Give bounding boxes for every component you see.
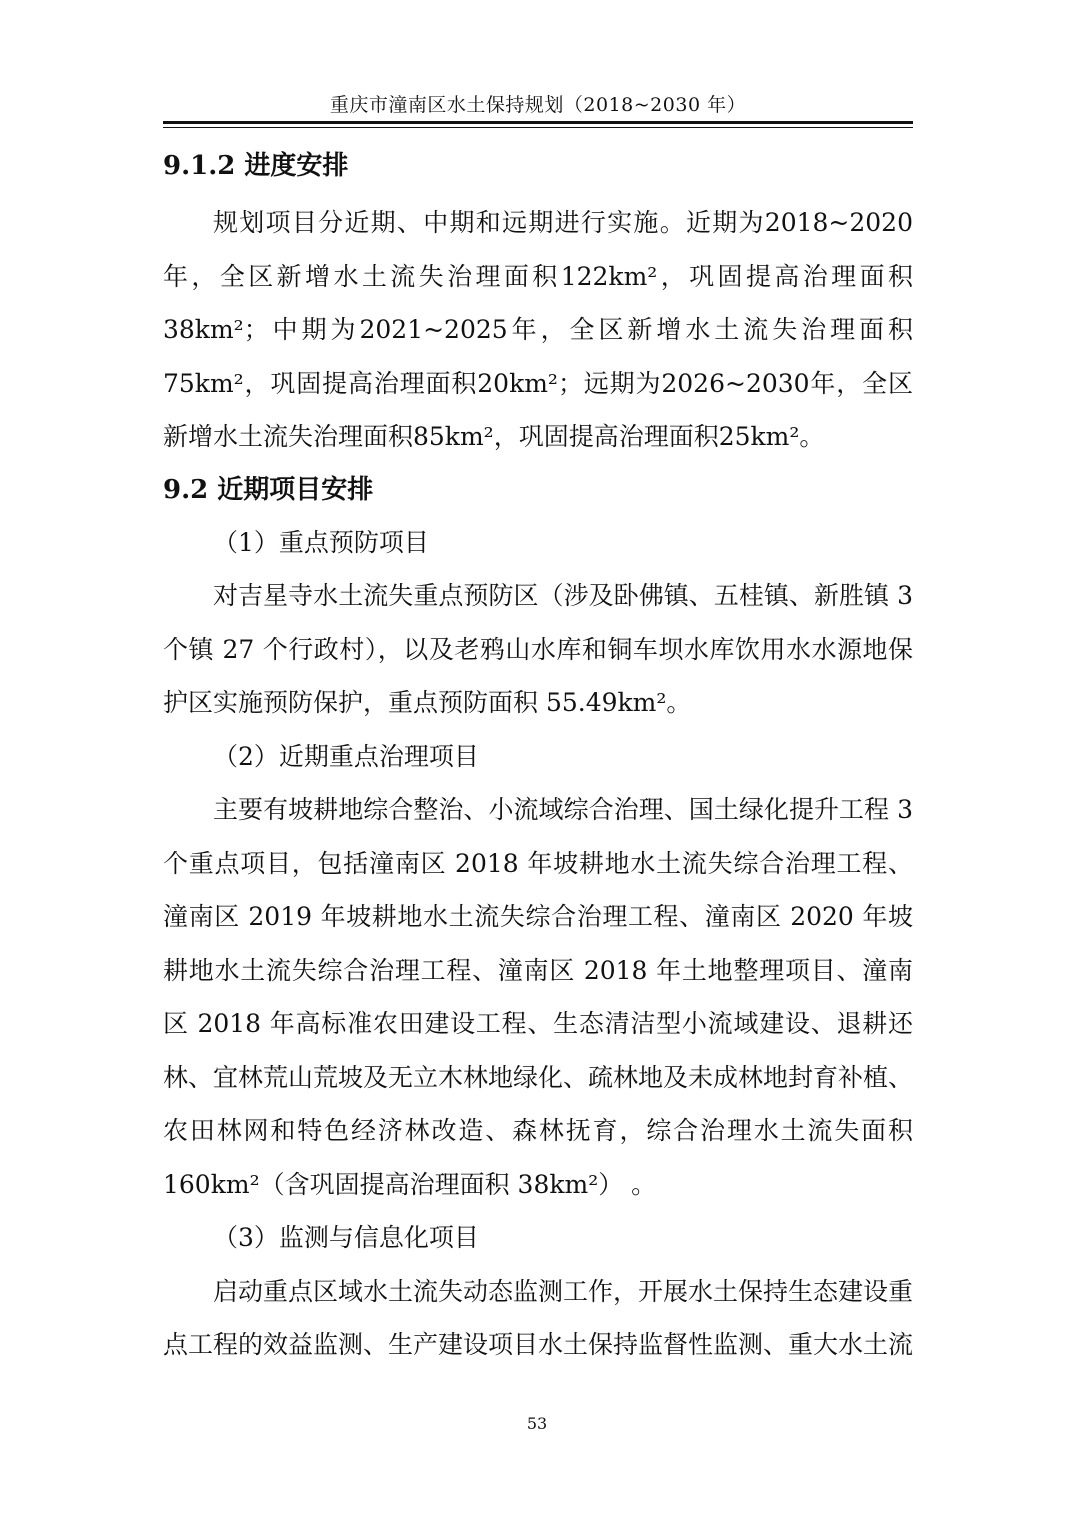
item-label-monitoring: （3）监测与信息化项目 xyxy=(213,1223,479,1252)
item-label-key-treatment: （2）近期重点治理项目 xyxy=(213,741,479,771)
paragraph-monitoring: 启动重点区域水土流失动态监测工作，开展水土保持生态建设重点工程的效益监测、生产建设项目水土保持监督性监测、重大水土流 xyxy=(163,1276,914,1359)
page-number: 53 xyxy=(526,1414,548,1433)
paragraph-progress-schedule: 规划项目分近期、中期和远期进行实施。近期为2018~2020年，全区新增水土流失治理面积122km²，巩固提高治理面积38km²；中期为2021~2025年，全区新增水土流失治理面积75km²，巩固提高治理面积20km²；远期为2026~2030年，全区新增水土流失治理面积85km²，巩固提高治理面积25km²。 xyxy=(163,208,913,451)
section-heading-progress: 9.1.2 进度安排 xyxy=(163,151,349,181)
section-heading-near-term-projects: 9.2 近期项目安排 xyxy=(163,474,374,505)
header-rule-thin xyxy=(163,127,913,128)
item-label-key-prevention: （1）重点预防项目 xyxy=(213,527,429,557)
paragraph-key-prevention: 对吉星寺水土流失重点预防区（涉及卧佛镇、五桂镇、新胜镇 3 个镇 27 个行政村），以及老鸦山水库和铜车坝水库饮用水水源地保护区实施预防保护，重点预防面积 55.49km²。 xyxy=(163,581,913,717)
header-rule-thick xyxy=(163,121,913,124)
page-header-title: 重庆市潼南区水土保持规划（2018~2030 年） xyxy=(329,94,747,116)
paragraph-key-treatment: 主要有坡耕地综合整治、小流域综合治理、国土绿化提升工程 3 个重点项目，包括潼南区 2018 年坡耕地水土流失综合治理工程、潼南区 2019 年坡耕地水土流失综合治理工程、潼南区 2020 年坡耕地水土流失综合治理工程、潼南区 2018 年土地整理项目、潼南区 2018 年高标准农田建设工程、生态清洁型小流域建设、退耕还林、宜林荒山荒坡及无立木林地绿化、疏林地及未成林地封育补植、农田林网和特色经济林改造、森林抚育，综合治理水土流失面积 160km²（含巩固提高治理面积 38km²） 。 xyxy=(163,795,914,1199)
page-content xyxy=(163,140,913,1372)
